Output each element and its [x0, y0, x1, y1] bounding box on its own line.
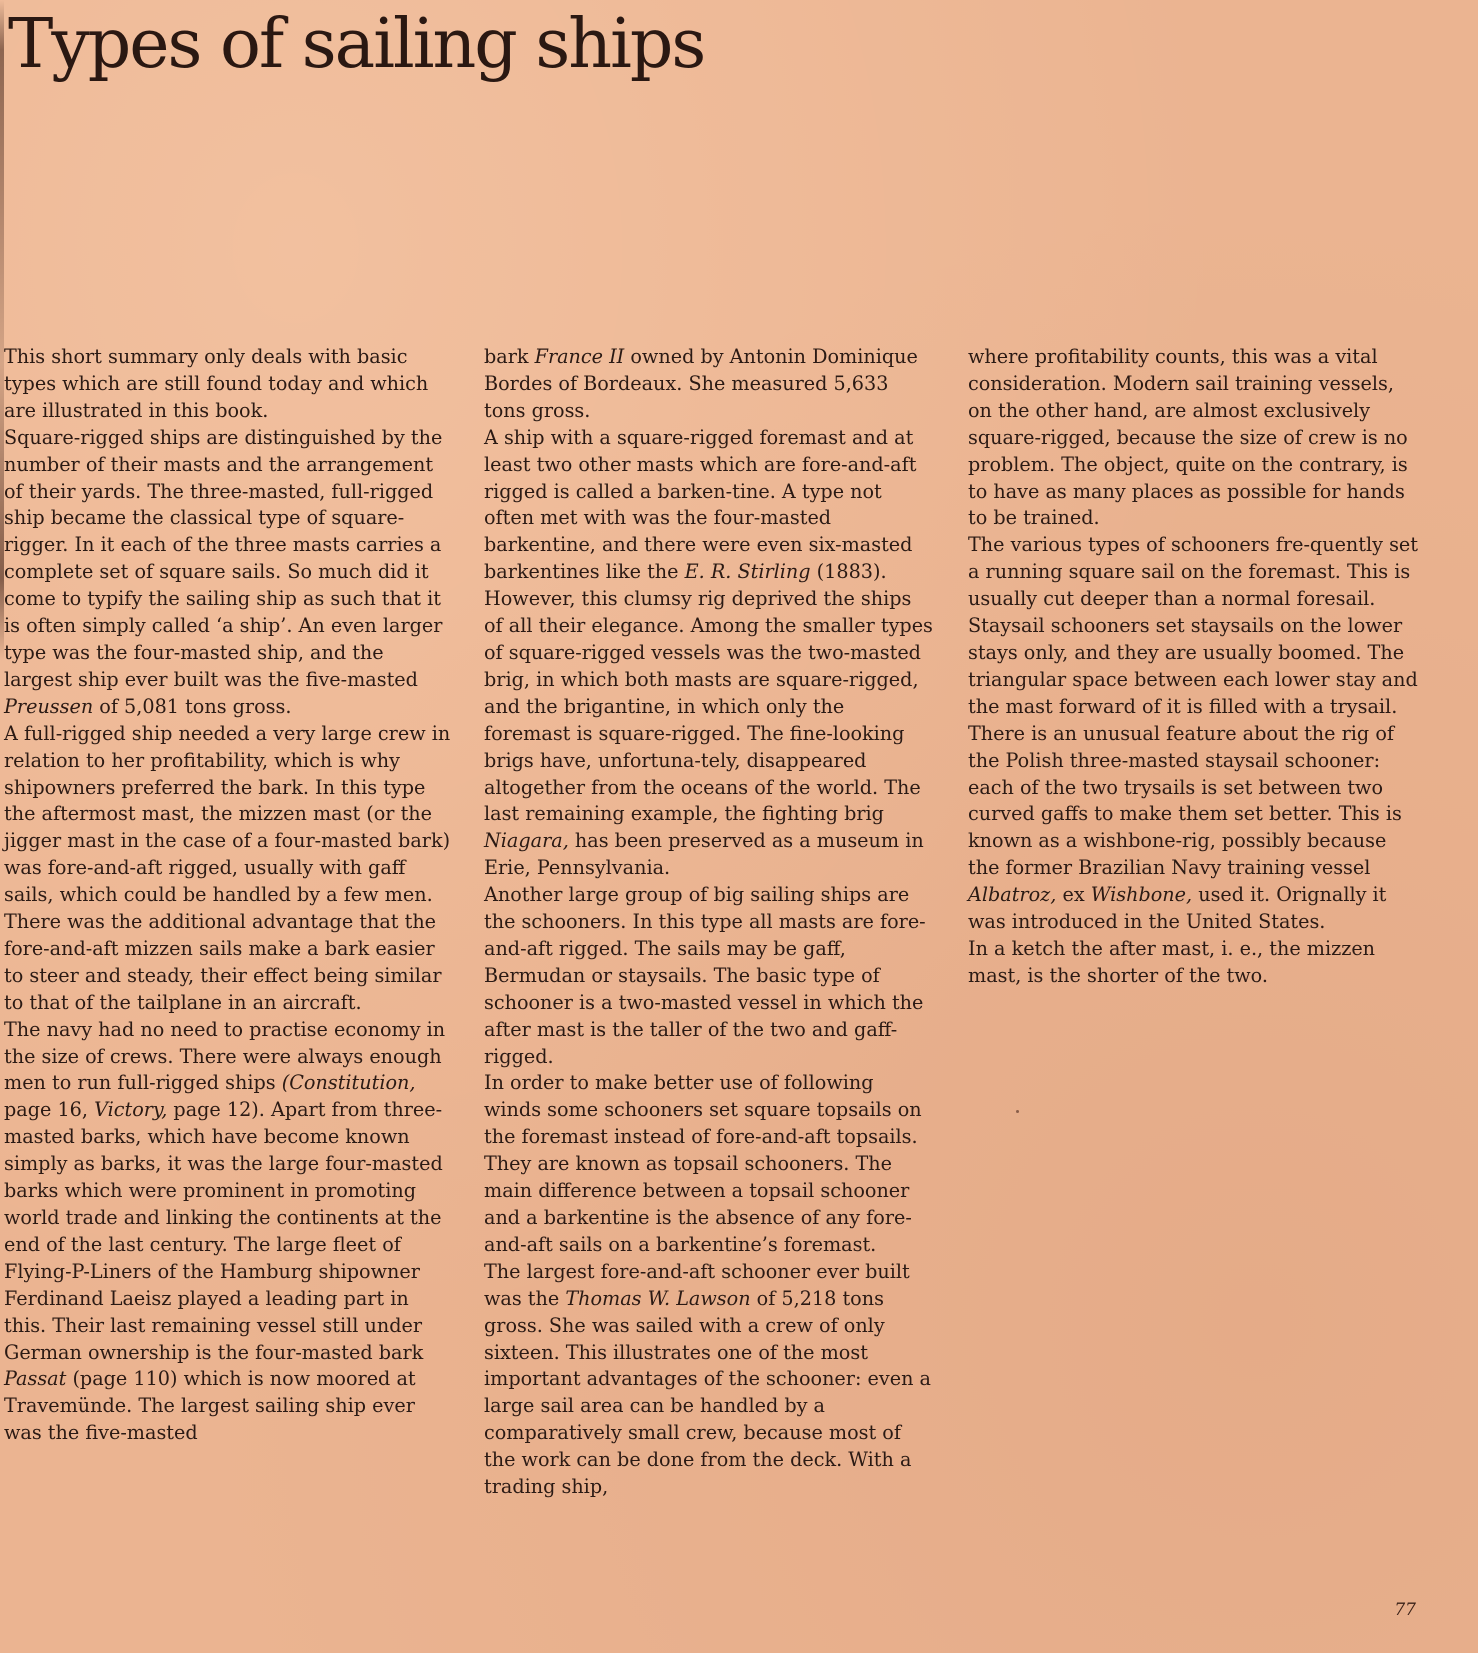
paragraph [968, 344, 1418, 532]
italic-text-run: Albatroz, [968, 883, 1057, 907]
text-run: In a ketch the after mast, i. e., the mizzen mast, is the shorter of the two. [968, 936, 1376, 987]
text-run: ex [1056, 883, 1091, 907]
italic-text-run: Niagara, [484, 829, 569, 853]
page-number: 77 [1394, 1600, 1416, 1620]
italic-text-run: Preussen [4, 694, 94, 718]
text-run: The various types of schooners fre-quently set a running square sail on the foremast. This is usually cut deeper than a normal foresail. Staysail schooners set staysails on the lower stays only, and they are usually boomed. The triangular space between each lower stay and the mast forward of it is filled with a trysail. There is an unusual feature about the rig of the Polish three-masted staysail schooner: each of the two trysails is set between two curved gaffs to make them set better. This is known as a wishbone-rig, possibly because the former Brazilian Navy training vessel [968, 533, 1418, 880]
paper-speck [1016, 1110, 1019, 1113]
paragraph [4, 721, 454, 1017]
text-run: used it. Orignally it was introduced in the United States. [968, 883, 1387, 934]
text-run: (page 110) which is now moored at Travemünde. The largest sailing ship ever was the five-masted [4, 1367, 416, 1445]
text-column-2 [484, 344, 934, 1501]
paragraph [484, 1259, 934, 1501]
paragraph [4, 1017, 454, 1448]
text-run: Another large group of big sailing ships are the schooners. In this type all masts are fore-and-aft rigged. The sails may be gaff, Bermudan or staysails. The basic type of schooner is a two-masted vessel in which the after mast is the taller of the two and gaff-rigged. [484, 883, 926, 1068]
paragraph [484, 1070, 934, 1258]
text-run: (1883). However, this clumsy rig deprived the ships of all their elegance. Among the smaller types of square-rigged vessels was the two-masted brig, in which both masts are square-rigged, and the brigantine, in which only the foremast is square-rigged. The fine-looking brigs have, unfortuna-tely, disappeared altogether from the oceans of the world. The last remaining example, the fighting brig [484, 560, 933, 826]
text-run: owned by Antonin Dominique Bordes of Bordeaux. She measured 5,633 tons gross. [484, 345, 918, 422]
text-run: of 5,081 tons gross. [93, 694, 292, 718]
text-run: bark [484, 345, 535, 368]
text-column-3 [968, 344, 1418, 990]
text-run: A ship with a square-rigged foremast and at least two other masts which are fore-and-aft rigged is called a barken-tine. A type not often met with was the four-masted barkentine, and there were even six-masted barkentines like the [484, 425, 917, 584]
text-run: This short summary only deals with basic types which are still found today and which are illustrated in this book. [4, 345, 429, 422]
italic-text-run: Victory, [94, 1098, 168, 1122]
text-run: where profitability counts, this was a vital consideration. Modern sail training vessels, on the other hand, are almost exclusively square-rigged, because the size of crew is no problem. The object, quite on the contrary, is to have as many places as possible for hands to be trained. [968, 345, 1408, 530]
italic-text-run: Passat [4, 1367, 67, 1391]
paragraph [4, 344, 454, 425]
italic-text-run: Thomas W. Lawson [565, 1286, 751, 1310]
paragraph [968, 936, 1418, 990]
italic-text-run: France II [534, 345, 625, 368]
text-run: has been preserved as a museum in Erie, Pennsylvania. [484, 829, 924, 880]
text-run: Square-rigged ships are distinguished by the number of their masts and the arrangement of their yards. The three-masted, full-rigged ship became the classical type of square-rigger. In it each of the three masts carries a complete set of square sails. So much did it come to typify the sailing ship as such that it is often simply called ‘a ship’. An even larger type was the four-masted ship, and the largest ship ever built was the five-masted [4, 425, 443, 691]
text-run: A full-rigged ship needed a very large crew in relation to her profitability, which is why shipowners preferred the bark. In this type the aftermost mast, the mizzen mast (or the jigger mast in the case of a four-masted bark) was fore-and-aft rigged, usually with gaff sails, which could be handled by a few men. There was the additional advantage that the fore-and-aft mizzen sails make a bark easier to steer and steady, their effect being similar to that of the tailplane in an aircraft. [4, 721, 451, 1014]
italic-text-run: (Constitution, [281, 1071, 416, 1095]
text-column-1 [4, 344, 454, 1447]
text-run: In order to make better use of following winds some schooners set square topsails on the foremast instead of fore-and-aft topsails. They are known as topsail schooners. The main difference between a topsail schooner and a barkentine is the absence of any fore-and-aft sails on a barkentine’s foremast. [484, 1071, 922, 1256]
paragraph [484, 344, 934, 425]
italic-text-run: Wishbone, [1090, 883, 1193, 907]
text-run: of 5,218 tons gross. She was sailed with a crew of only sixteen. This illustrates one of the most important advantages of the schooner: even a large sail area can be handled by a comparatively small crew, because most of the work can be done from the deck. With a trading ship, [484, 1286, 931, 1499]
text-run: The largest fore-and-aft schooner ever built was the [484, 1259, 910, 1310]
paragraph [484, 425, 934, 882]
page-title: Types of sailing ships [8, 5, 705, 84]
italic-text-run: E. R. Stirling [684, 560, 811, 584]
text-run: page 16, [4, 1098, 95, 1122]
paragraph [484, 882, 934, 1070]
text-run: The navy had no need to practise economy in the size of crews. There were always enough men to run full-rigged ships [4, 1017, 446, 1095]
paragraph [968, 532, 1418, 936]
text-run: page 12). Apart from three-masted barks, which have become known simply as barks, it was the large four-masted barks which were prominent in promoting world trade and linking the continents at the end of the last century. The large fleet of Flying-P-Liners of the Hamburg shipowner Ferdinand Laeisz played a leading part in this. Their last remaining vessel still under German ownership is the four-masted bark [4, 1098, 443, 1364]
paragraph [4, 425, 454, 721]
